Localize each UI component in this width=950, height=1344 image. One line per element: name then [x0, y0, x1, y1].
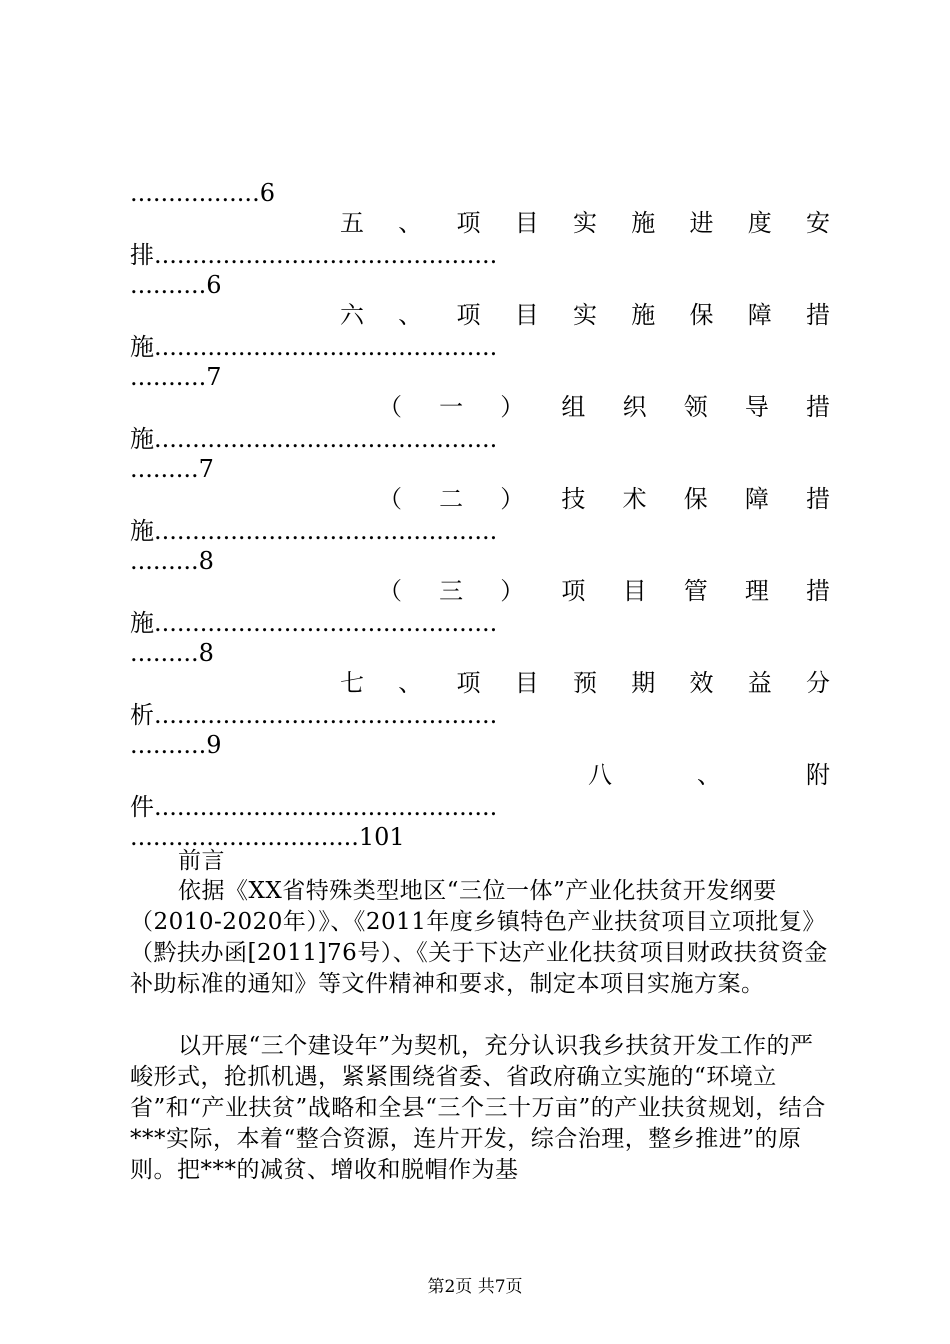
toc-heading-char: （ — [378, 577, 402, 605]
toc-dots-sub3: 施............................................. — [130, 609, 498, 637]
toc-heading-char: 六 — [340, 301, 364, 329]
toc-heading-char: 八 — [588, 761, 612, 789]
toc-heading-char: 分 — [806, 669, 830, 697]
toc-heading-char: 期 — [631, 669, 656, 697]
toc-heading-char: 措 — [806, 301, 830, 329]
toc-heading-char: 度 — [747, 209, 772, 237]
toc-heading-char: ） — [500, 485, 525, 513]
toc-page-item5: ..........6 — [130, 271, 222, 299]
paragraph-basis: 依据《XX省特殊类型地区“三位一体”产业化扶贫开发纲要（2010-2020年）》、《2011年度乡镇特色产业扶贫项目立项批复》（黔扶办函[2011]76号）、《关于下达产业化扶贫项目财政扶贫资金补助标准的通知》等文件精神和要求，制定本项目实施方案。 — [130, 878, 828, 997]
toc-heading-char: 三 — [439, 577, 464, 605]
toc-heading-item7 — [340, 668, 830, 698]
toc-heading-char: 障 — [747, 301, 772, 329]
toc-heading-char: 组 — [561, 393, 586, 421]
toc-heading-char: 保 — [683, 485, 708, 513]
toc-heading-char: 项 — [456, 301, 481, 329]
toc-heading-char: 、 — [697, 761, 721, 789]
toc-heading-char: 目 — [514, 301, 539, 329]
toc-heading-char: 技 — [561, 485, 586, 513]
toc-heading-char: 二 — [439, 485, 464, 513]
toc-heading-char: 织 — [622, 393, 647, 421]
toc-page-item7: ..........9 — [130, 731, 222, 759]
toc-page-item8: ..............................101 — [130, 823, 405, 851]
toc-heading-sub2 — [378, 484, 830, 514]
toc-heading-char: 障 — [744, 485, 769, 513]
toc-line-page6: .................6 — [130, 179, 275, 207]
toc-dots-item5: 排............................................. — [130, 241, 498, 269]
toc-heading-char: 实 — [573, 209, 597, 237]
toc-heading-char: 效 — [689, 669, 714, 697]
toc-page-sub1: .........7 — [130, 455, 214, 483]
toc-heading-char: 、 — [398, 301, 423, 329]
paragraph-approach: 以开展“三个建设年”为契机，充分认识我乡扶贫开发工作的严峻形式，抢抓机遇，紧紧围绕省委、省政府确立实施的“环境立省”和“产业扶贫”战略和全县“三个三十万亩”的产业扶贫规划，结合***实际，本着“整合资源，连片开发，综合治理，整乡推进”的原则。把***的减贫、增收和脱帽作为基 — [130, 1033, 826, 1183]
toc-heading-char: 措 — [805, 393, 830, 421]
toc-heading-char: 保 — [689, 301, 714, 329]
toc-heading-char: 一 — [439, 393, 464, 421]
toc-heading-item6 — [340, 300, 830, 330]
toc-heading-char: 进 — [689, 209, 714, 237]
toc-heading-char: 五 — [340, 209, 364, 237]
toc-heading-item8 — [588, 760, 830, 790]
toc-heading-char: （ — [378, 393, 402, 421]
toc-heading-char: 管 — [683, 577, 708, 605]
toc-heading-sub1 — [378, 392, 830, 422]
toc-heading-char: 施 — [631, 301, 656, 329]
toc-heading-char: 理 — [744, 577, 769, 605]
toc-heading-char: 项 — [456, 669, 481, 697]
toc-heading-sub3 — [378, 576, 830, 606]
toc-heading-char: 施 — [631, 209, 656, 237]
toc-heading-char: ） — [500, 393, 525, 421]
toc-dots-item7: 析............................................. — [130, 701, 498, 729]
toc-dots-item6: 施............................................. — [130, 333, 498, 361]
toc-page-sub3: .........8 — [130, 639, 214, 667]
toc-heading-char: 目 — [622, 577, 647, 605]
toc-heading-item5 — [340, 208, 830, 238]
toc-heading-char: （ — [378, 485, 402, 513]
toc-heading-char: 预 — [573, 669, 597, 697]
toc-heading-char: 目 — [514, 669, 539, 697]
toc-heading-char: 领 — [683, 393, 708, 421]
toc-dots-sub1: 施............................................. — [130, 425, 498, 453]
toc-page-sub2: .........8 — [130, 547, 214, 575]
toc-heading-char: 安 — [806, 209, 830, 237]
toc-heading-char: 措 — [805, 485, 830, 513]
toc-heading-char: 、 — [398, 669, 423, 697]
preface-title: 前言 — [178, 848, 225, 874]
toc-heading-char: 七 — [340, 669, 364, 697]
toc-page-item6: ..........7 — [130, 363, 222, 391]
toc-heading-char: 附 — [806, 761, 830, 789]
toc-heading-char: 实 — [573, 301, 597, 329]
toc-heading-char: 术 — [622, 485, 647, 513]
toc-heading-char: ） — [500, 577, 525, 605]
toc-dots-item8: 件............................................. — [130, 793, 498, 821]
toc-heading-char: 、 — [398, 209, 423, 237]
toc-heading-char: 项 — [561, 577, 586, 605]
toc-dots-sub2: 施............................................. — [130, 517, 498, 545]
toc-heading-char: 目 — [514, 209, 539, 237]
toc-heading-char: 项 — [456, 209, 481, 237]
page-footer: 第2页 共7页 — [427, 1277, 523, 1297]
toc-heading-char: 益 — [747, 669, 772, 697]
toc-heading-char: 措 — [805, 577, 830, 605]
toc-heading-char: 导 — [744, 393, 769, 421]
